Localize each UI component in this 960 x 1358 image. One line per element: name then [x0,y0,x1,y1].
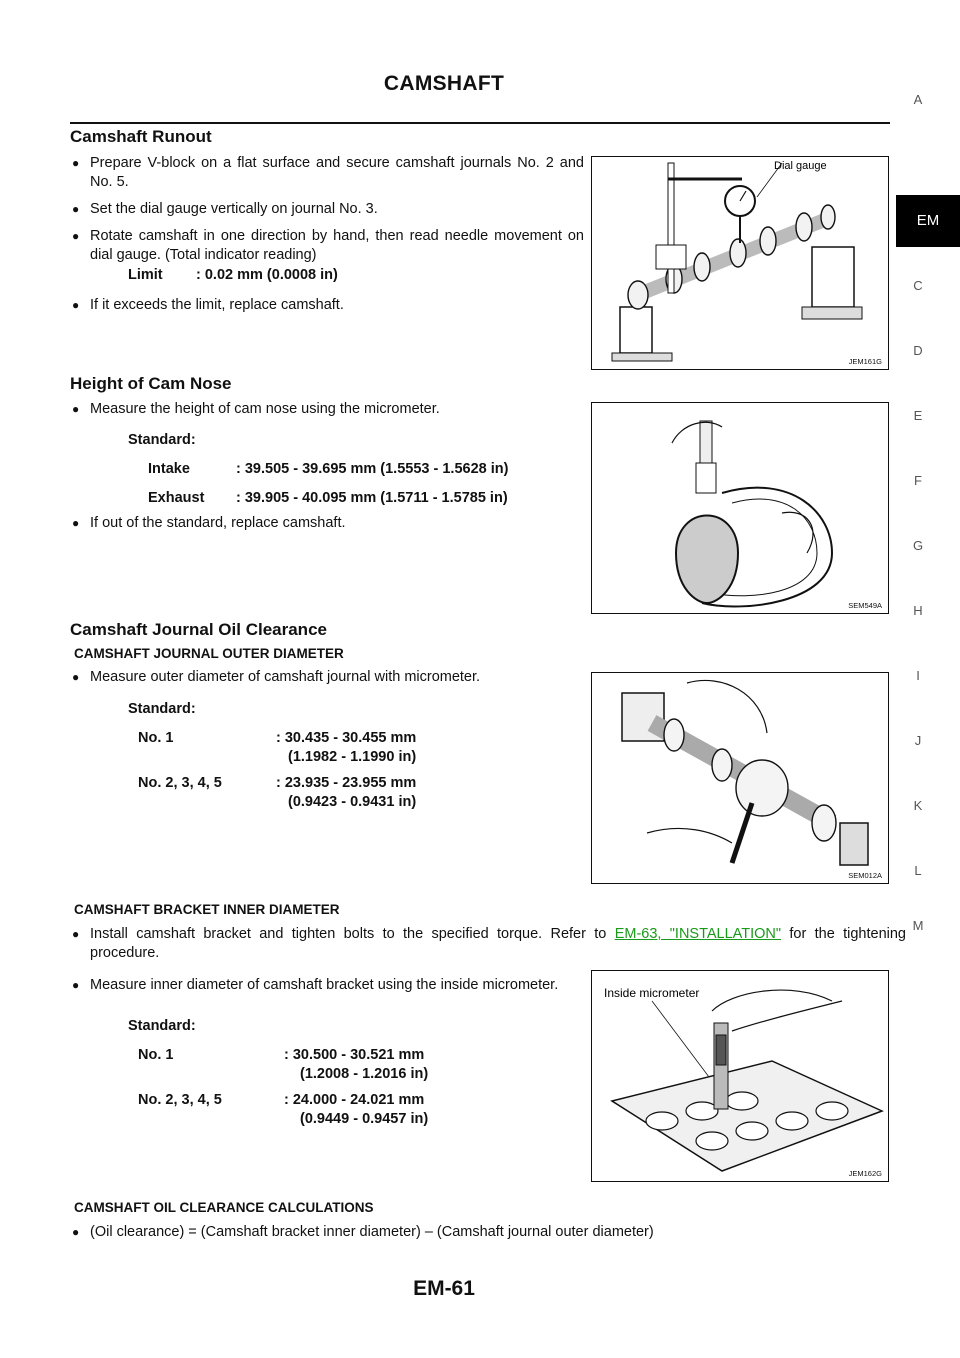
section-heading-cam-nose: Height of Cam Nose [70,374,232,393]
index-letter-h[interactable]: H [913,603,923,618]
subheading-calculations: CAMSHAFT OIL CLEARANCE CALCULATIONS [74,1200,374,1215]
journal-micrometer-illustration [592,673,888,883]
list-item: ● Install camshaft bracket and tighten bolts to the specified torque. Refer to EM-63, "INSTALLATION" for the tightening procedure. [72,926,906,961]
standard-label: Standard: [128,701,196,717]
figure-cam-nose-micrometer [591,402,889,614]
index-letter-k[interactable]: K [913,798,923,813]
spec-row-continuation: (0.9423 - 0.9431 in) [288,794,417,810]
list-item: ● If out of the standard, replace camshaft. [72,515,346,531]
standard-label: Standard: [128,1018,196,1034]
section-heading-runout: Camshaft Runout [70,127,212,146]
index-letter-f[interactable]: F [914,473,922,488]
index-tab-em[interactable]: EM [896,195,960,247]
runout-bullets [72,154,584,265]
index-letter-i[interactable]: I [916,668,920,683]
spec-row: No. 2, 3, 4, 5 : 24.000 - 24.021 mm [138,1092,425,1108]
inside-micrometer-label: Inside micrometer [604,986,700,1000]
intake-row: Intake : 39.505 - 39.695 mm (1.5553 - 1.5628 in) [148,461,509,477]
index-letter-d[interactable]: D [913,343,923,358]
index-letter-a[interactable]: A [913,92,923,107]
spec-row-continuation: (0.9449 - 0.9457 in) [300,1111,429,1127]
spec-row-continuation: (1.1982 - 1.1990 in) [288,749,417,765]
list-item: ● Rotate camshaft in one direction by hand, then read needle movement on dial gauge. (Total indicator reading) [72,228,584,263]
subheading-journal-od: CAMSHAFT JOURNAL OUTER DIAMETER [74,646,344,661]
index-letter-j[interactable]: J [914,733,922,748]
spec-row: No. 2, 3, 4, 5 : 23.935 - 23.955 mm [138,775,417,791]
index-letter-g[interactable]: G [912,538,924,553]
list-item: ● Measure inner diameter of camshaft bracket using the inside micrometer. [72,977,559,993]
spec-row-continuation: (1.2008 - 1.2016 in) [300,1066,429,1082]
page-title: CAMSHAFT [383,72,505,95]
exhaust-row: Exhaust : 39.905 - 40.095 mm (1.5711 - 1.5785 in) [148,490,508,506]
cam-nose-standard [128,431,508,508]
list-item: ● If it exceeds the limit, replace camshaft. [72,297,344,313]
page-number: EM-61 [413,1277,475,1300]
list-item: ● Measure the height of cam nose using the micrometer. [72,401,440,417]
index-letter-c[interactable]: C [913,278,923,293]
inside-micrometer-illustration [592,971,888,1181]
bracket-id-standard [128,1017,428,1129]
section-heading-oil-clearance: Camshaft Journal Oil Clearance [70,620,327,639]
spec-row: No. 1 : 30.435 - 30.455 mm [138,730,417,746]
index-letter-e[interactable]: E [913,408,923,423]
journal-od-standard [128,700,416,812]
title-rule [70,122,890,124]
runout-limit [128,266,338,285]
figure-code: JEM161G [848,357,882,366]
index-letter-l[interactable]: L [914,863,922,878]
subheading-bracket-id: CAMSHAFT BRACKET INNER DIAMETER [74,902,340,917]
figure-code: SEM012A [848,871,882,880]
index-letter-m[interactable]: M [912,918,924,933]
spec-row: No. 1 : 30.500 - 30.521 mm [138,1047,425,1063]
list-item: ● (Oil clearance) = (Camshaft bracket inner diameter) – (Camshaft journal outer diameter) [72,1224,654,1240]
dial-gauge-illustration [592,157,888,369]
limit-label: Limit [128,267,163,283]
figure-inside-micrometer [591,970,889,1182]
list-item: ● Set the dial gauge vertically on journal No. 3. [72,201,378,217]
micrometer-illustration [592,403,888,613]
figure-code: JEM162G [848,1169,882,1178]
list-item: ● Measure outer diameter of camshaft journal with micrometer. [72,669,481,685]
dial-gauge-label: Dial gauge [774,160,827,172]
figure-code: SEM549A [848,601,882,610]
standard-label: Standard: [128,432,196,448]
figure-dial-gauge [591,156,889,370]
list-item: ● Prepare V-block on a flat surface and secure camshaft journals No. 2 and No. 5. [72,155,584,190]
limit-value: : 0.02 mm (0.0008 in) [196,267,338,283]
figure-journal-micrometer [591,672,889,884]
installation-link[interactable]: EM-63, "INSTALLATION" [614,926,782,942]
